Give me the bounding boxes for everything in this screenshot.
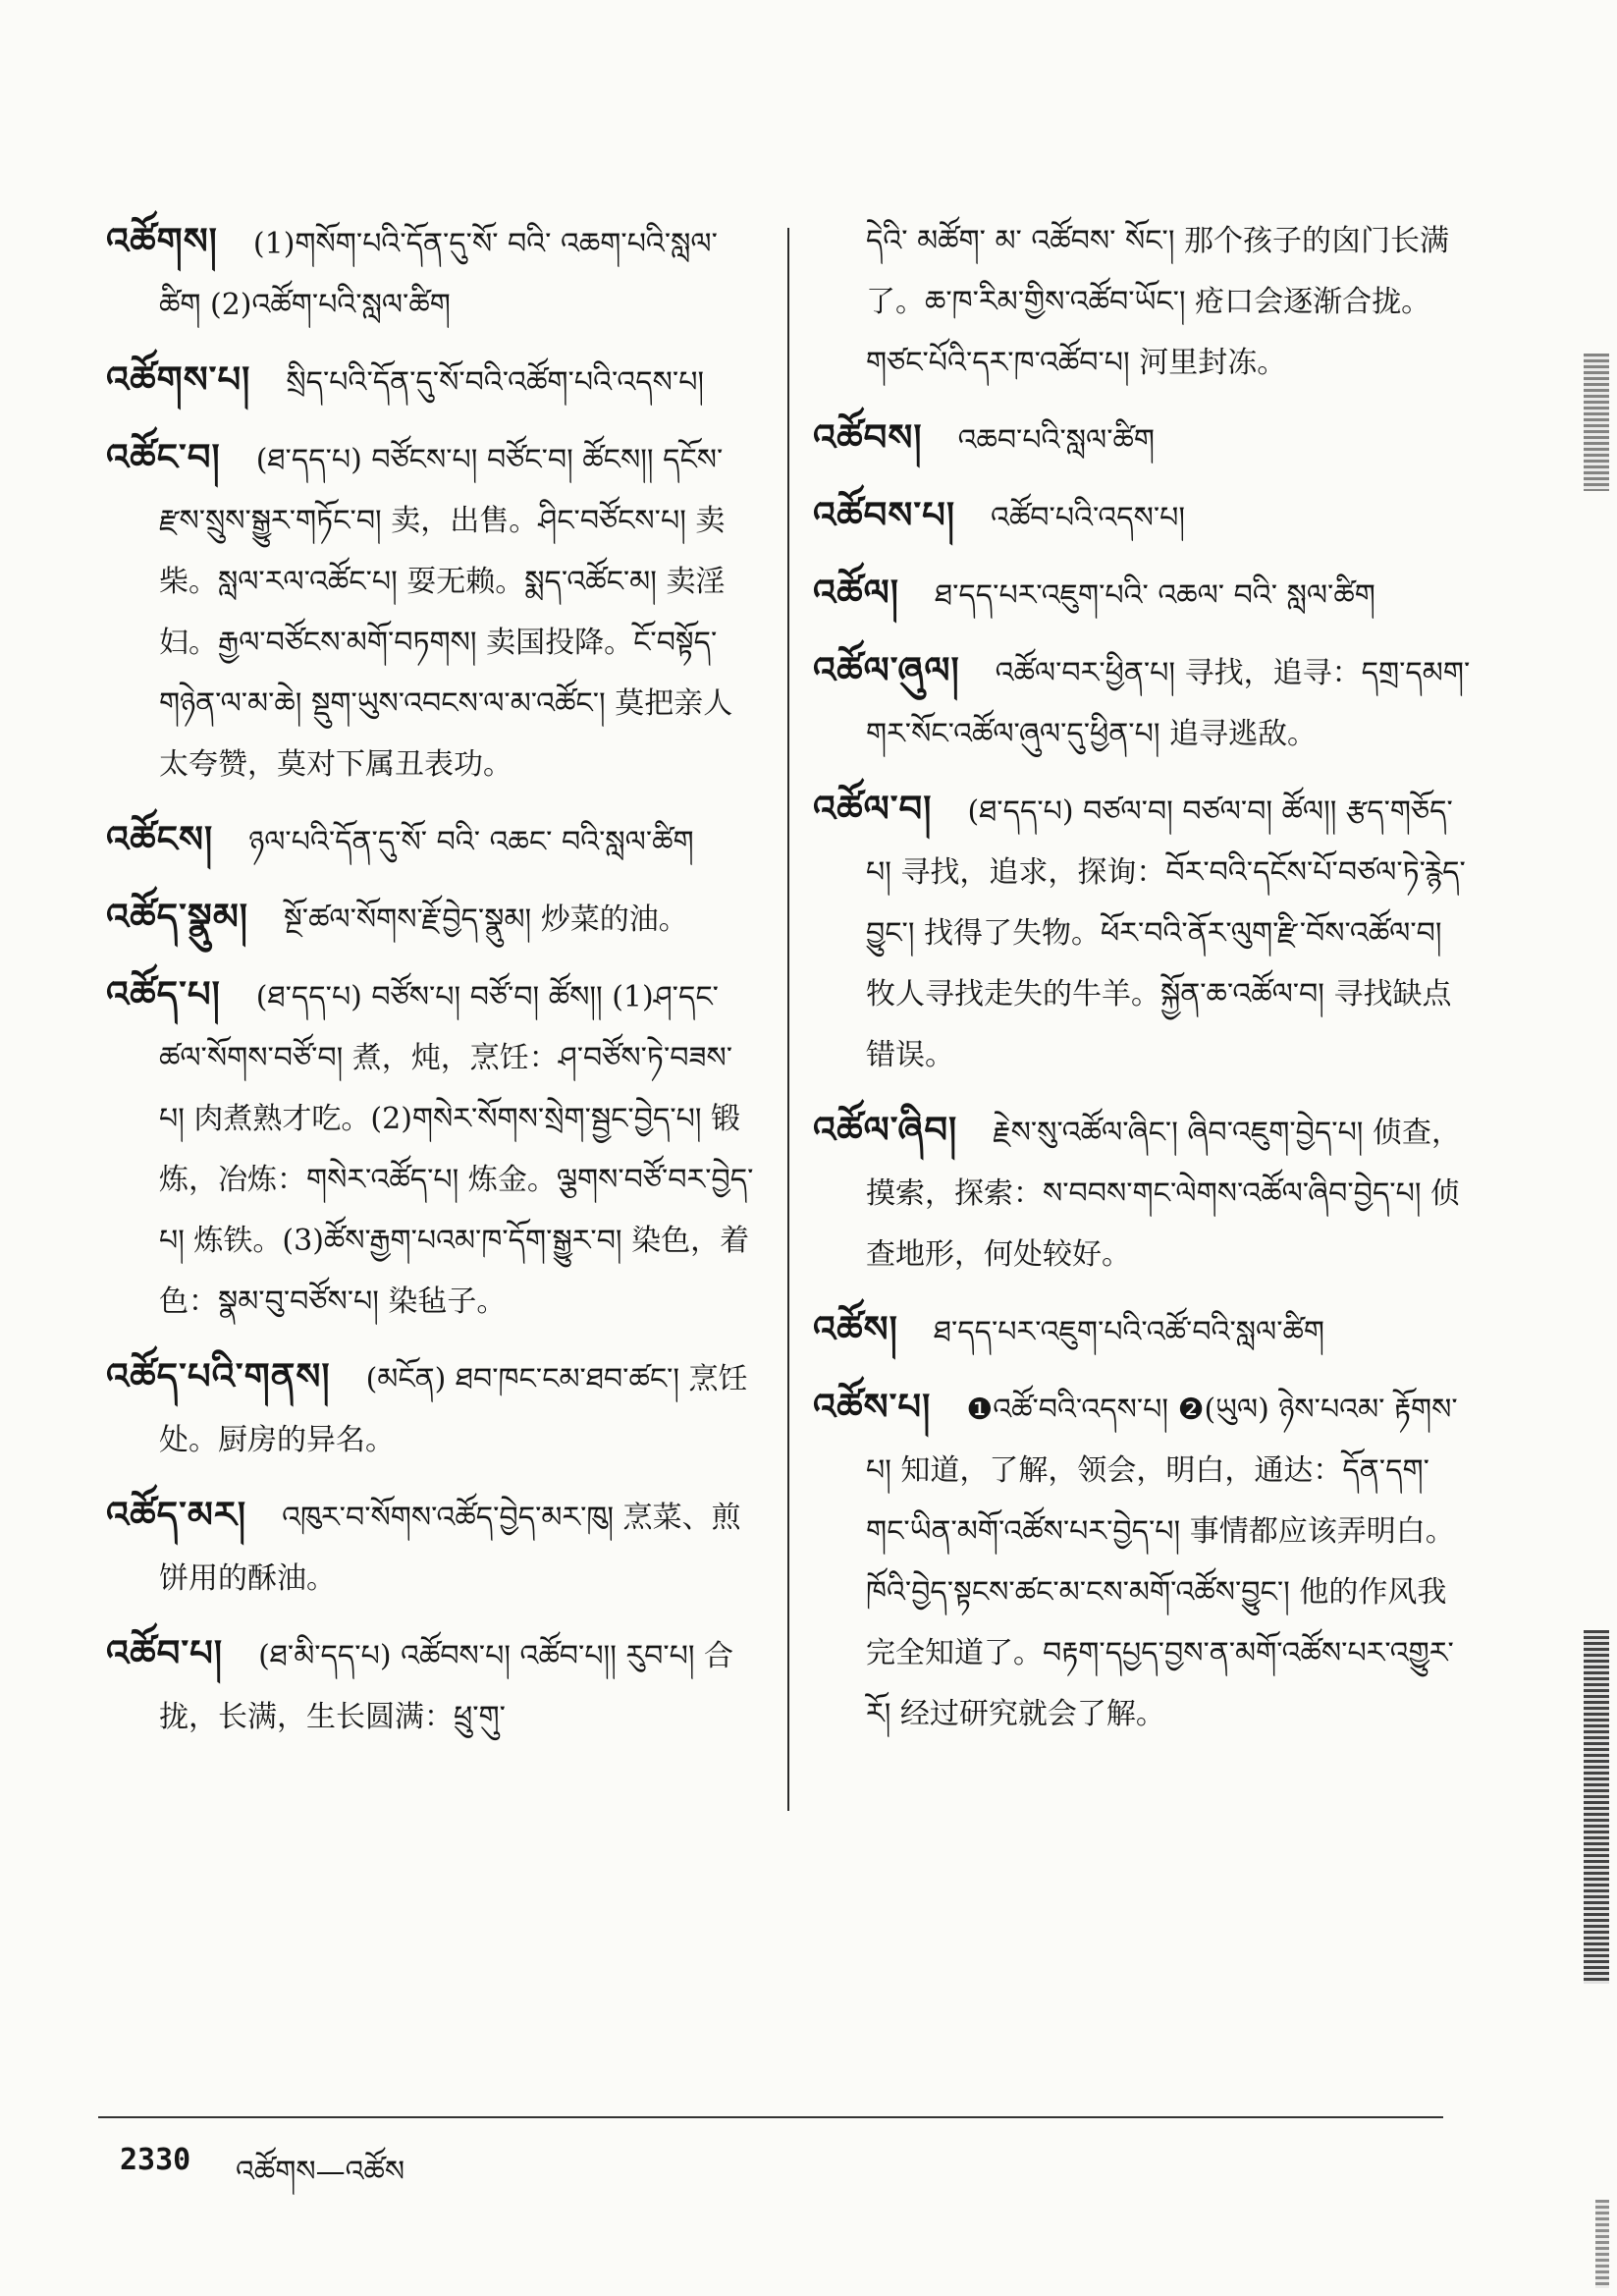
headword: འཚོད་མར། [106,1494,247,1536]
definition: རྗེས་སུ་འཚོལ་ཞིང་། ཞིབ་འཇུག་བྱེད་པ། 侦查，摸索，探索：ས་བབས་གང་ལེགས་འཚོལ་ཞིབ་བྱེད་པ། 侦查地形，何处较好。 [866,1116,1462,1272]
definition: (ཐ་དད་པ) བཙོངས་པ། བཙོང་བ། ཚོངས།། དངོས་རྫས་སྲུས་སྒྱུར་གཏོང་བ། 卖，出售。ཤིང་བཙོངས་པ། 卖柴。སླལ་རལ་འཚོང་པ། 耍无赖。སྨད་འཚོང་མ། 卖淫妇。རྒྱལ་བཙོངས་མགོ་བཏགས། 卖国投降。ངོ་བསྟོད་གཉེན་ལ་མ་ཆེ། སྡུག་ཡུས་འབངས་ལ་མ་འཚོང་། 莫把亲人太夸赞，莫对下属丑表功。 [159,443,733,782]
entry [813,563,1477,627]
headword: འཚོལ། [813,572,899,614]
headword: འཚོལ་ཞིབ། [813,1109,958,1151]
headword: འཚོས་པ། [813,1386,932,1428]
entry [106,1485,762,1610]
entry [813,1100,1477,1285]
headword: འཚོབས་པ། [813,494,956,536]
entry-continuation: དེའི་ མཚོག་ མ་ འཚོབས་ སོང་། 那个孩子的囟门长满了。ཆ་ཁ་རིམ་གྱིས་འཚོབ་ཡོང་། 疮口会逐渐合拢。གཙང་པོའི་དར་ཁ་འཚོབ་པ། 河里封冻。 [866,224,1450,380]
entry [813,408,1477,471]
entry [813,1299,1477,1363]
scan-edge-artifact [1584,1630,1609,1984]
definition: ❶འཚོ་བའི་འདས་པ། ❷(ཡུལ) ཉེས་པའམ་ རྟོགས་ པ། 知道，了解，领会，明白，通达：དོན་དག་གང་ཡིན་མགོ་འཚོས་པར་བྱེད་པ། 事情都应该弄明白。ཁོའི་བྱེད་སྟངས་ཚང་མ་ངས་མགོ་འཚོས་བྱུང་། 他的作风我完全知道了。བརྟག་དཔྱད་བྱས་ན་མགོ་འཚོས་པར་འགྱུར་རོ། 经过研究就会了解。 [866,1393,1458,1731]
definition: ཐ་དད་པར་འཇུག་པའི་ འཆལ་ བའི་ སླལ་ཚིག [935,578,1375,613]
left-column [106,211,762,1762]
entry [106,350,762,413]
column-divider [787,228,789,1811]
headword: འཚོབ་པ། [106,1632,224,1674]
entry [106,809,762,873]
entry [106,427,762,795]
running-head: འཚོགས—འཚོས [236,2155,405,2189]
definition: ཉལ་པའི་དོན་དུ་སོ་ བའི་ འཆང་ བའི་སླལ་ཚིག [248,825,694,859]
entry [813,640,1477,765]
definition: སྔོ་ཚལ་སོགས་རྗོ་བྱེད་སྣུམ། 炒菜的油。 [284,902,688,937]
headword: འཚོལ་བ། [813,788,933,830]
entry [106,887,762,951]
entry [106,1346,762,1471]
headword: འཚོད་པ། [106,973,221,1015]
headword: འཚོབས། [813,416,923,459]
definition: འཆབ་པའི་སླལ་ཚིག [957,423,1155,458]
definition: (མངོན) ཐབ་ཁང་ངམ་ཐབ་ཚང་། 烹饪处。厨房的异名。 [159,1362,748,1457]
entry [813,1377,1477,1745]
definition: འཚོལ་བར་ཕྱིན་པ། 寻找，追寻：དགྲ་དམག་གར་སོང་འཚོལ་ཞུལ་དུ་ཕྱིན་པ། 追寻逃敌。 [866,656,1471,751]
definition: (ཐ་དད་པ) བཙོས་པ། བཙོ་བ། ཚོས།། (1)ཤ་དང་ཚལ་སོགས་བཙོ་བ། 煮，炖，烹饪：ཤ་བཙོས་ཏེ་བཟས་པ། 肉煮熟才吃。(2)གསེར་སོགས་སྲེག་སྦྱང་བྱེད་པ། 锻炼，冶炼：གསེར་འཚོད་པ། 炼金。ལྕགས་བཙོ་བར་བྱེད་པ། 炼铁。(3)ཚོས་རྒྱག་པའམ་ཁ་དོག་སྒྱུར་བ། 染色，着色：སྣམ་བུ་བཙོས་པ། 染毡子。 [159,980,754,1319]
definition: (ཐ་མི་དད་པ) འཚོབས་པ། འཚོབ་པ།། རུབ་པ། 合拢，长满，生长圆满：ཕྲུ་གུ་ [159,1639,734,1734]
definition: འཁུར་བ་སོགས་འཚོད་བྱེད་མར་ཁུ། 烹菜、煎饼用的酥油。 [159,1501,741,1596]
headword: འཚོགས་པ། [106,358,251,401]
headword: འཚོད་སྣུམ། [106,896,249,938]
entry [813,485,1477,549]
definition: སྲིད་པའི་དོན་དུ་སོ་བའི་འཚོག་པའི་འདས་པ། [286,365,705,400]
entry [106,211,762,336]
page-number: 2330 [120,2143,191,2177]
headword: འཚོས། [813,1308,898,1350]
headword: འཚོང་བ། [106,436,221,478]
headword: འཚོད་པའི་གནས། [106,1355,331,1397]
definition: (ཐ་དད་པ) བཙལ་བ། བཙལ་བ། ཚོལ།། རྩད་གཅོད་པ། 寻找，追求，探询：བོར་བའི་དངོས་པོ་བཙལ་ཏེ་རྙེད་བྱུང་། 找得了失物。ཕོར་བའི་ནོར་ལུག་རྫི་བོས་འཚོལ་བ། 牧人寻找走失的牛羊。སྐྱོན་ཆ་འཚོལ་བ། 寻找缺点错误。 [866,794,1466,1072]
scan-edge-artifact [1584,354,1609,491]
entry [813,779,1477,1086]
entry [106,1623,762,1748]
headword: འཚོངས། [106,818,214,860]
right-column [813,211,1477,1759]
entry [106,964,762,1333]
definition: འཚོབ་པའི་འདས་པ། [991,501,1186,535]
scan-edge-artifact [1595,2200,1609,2288]
footer-rule [98,2116,1443,2118]
headword: འཚོགས། [106,220,218,262]
headword: འཚོལ་ཞུལ། [813,649,960,691]
definition: (1)གསོག་པའི་དོན་དུ་སོ་ བའི་ འཆག་པའི་སླལ་ཚིག (2)འཚོག་པའི་སླལ་ཚིག [159,227,718,322]
definition: ཐ་དད་པར་འཇུག་པའི་འཚོ་བའི་སླལ་ཚིག [933,1315,1324,1349]
